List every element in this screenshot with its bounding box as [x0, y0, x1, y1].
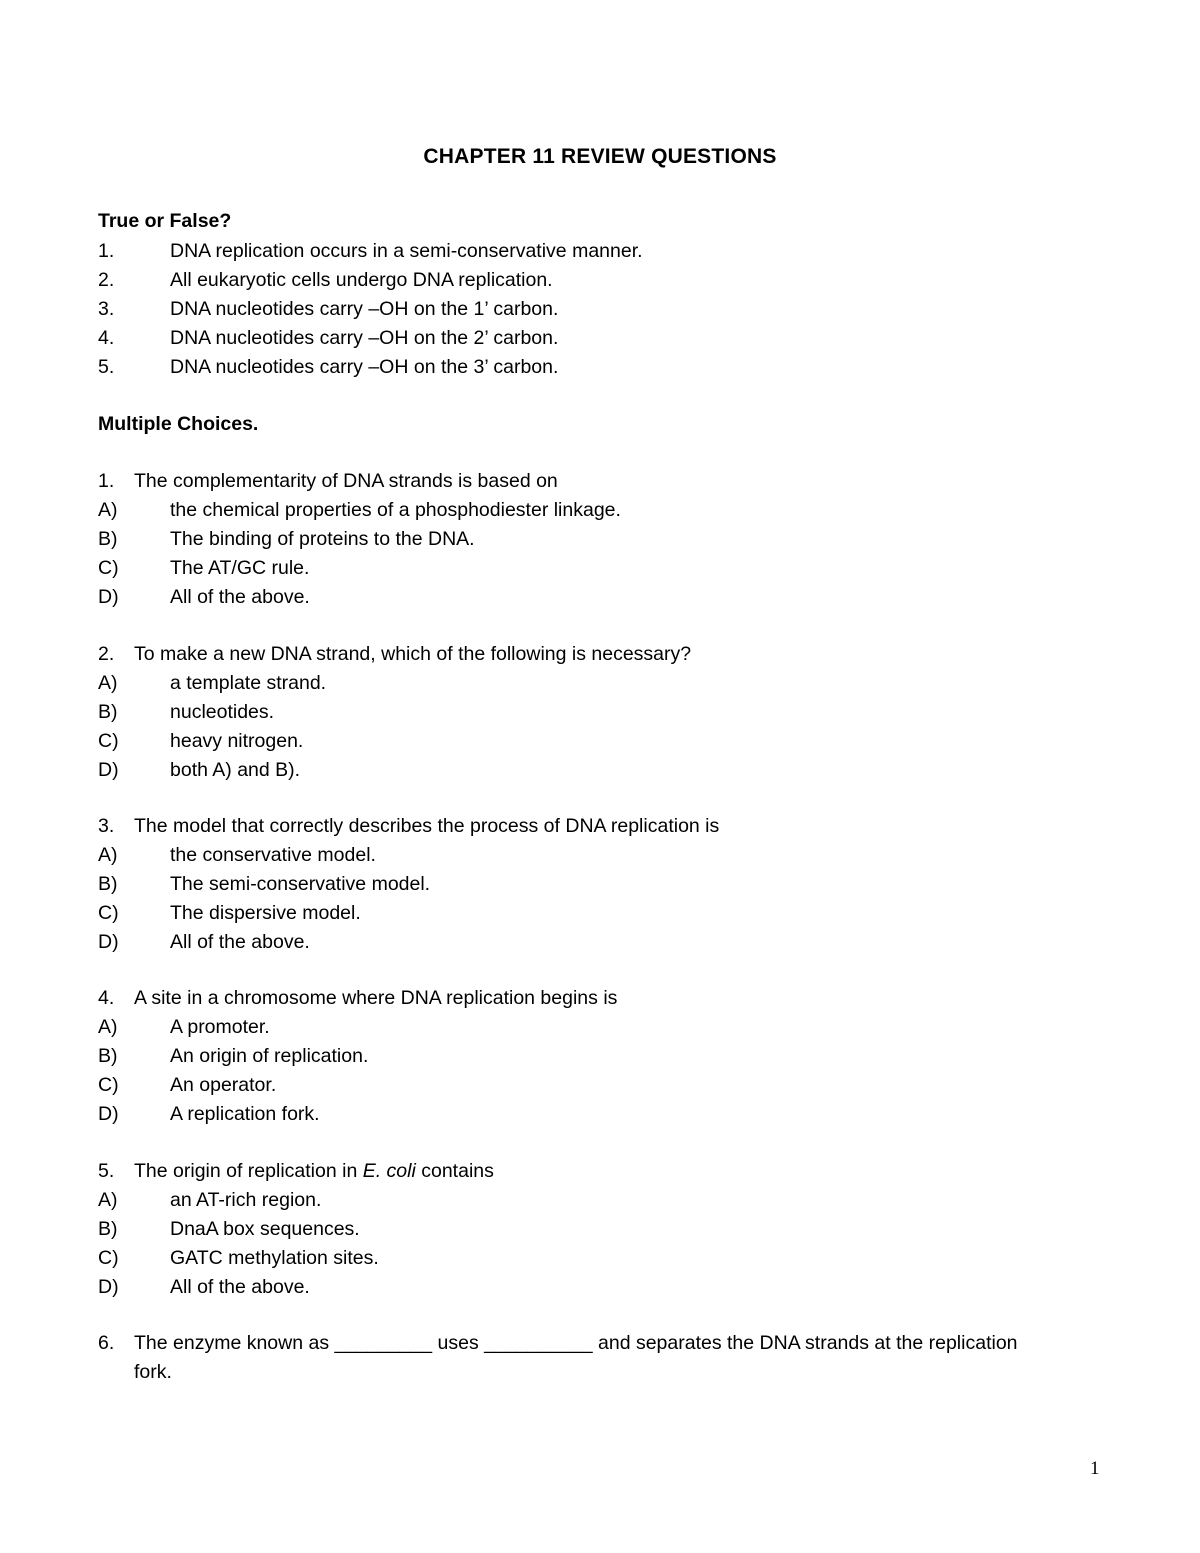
- mc-option: [98, 701, 274, 724]
- mc-option: [98, 1103, 320, 1126]
- mc-option-letter: B): [98, 701, 118, 723]
- mc-option-text: All of the above.: [170, 1276, 310, 1298]
- mc-option: [98, 1189, 321, 1212]
- mc-option-text: The semi-conservative model.: [170, 873, 431, 895]
- mc-question-text: A site in a chromosome where DNA replication begins is: [134, 987, 618, 1009]
- mc-option-letter: D): [98, 1103, 119, 1125]
- mc-option-letter: D): [98, 759, 119, 781]
- mc-option-text: DnaA box sequences.: [170, 1218, 360, 1240]
- mc-option-letter: D): [98, 586, 119, 608]
- mc-option-text: An operator.: [170, 1074, 277, 1096]
- tf-item-text: DNA nucleotides carry –OH on the 2’ carbon.: [170, 327, 559, 349]
- mc-option-text: an AT-rich region.: [170, 1189, 322, 1211]
- mc-option-text: All of the above.: [170, 931, 310, 953]
- mc-question: [98, 470, 558, 493]
- mc-option: [98, 844, 376, 867]
- mc-question-text: To make a new DNA strand, which of the following is necessary?: [134, 643, 692, 665]
- mc-option-text: a template strand.: [170, 672, 327, 694]
- mc-option-text: the chemical properties of a phosphodiester linkage.: [170, 499, 621, 521]
- mc-option-letter: A): [98, 844, 118, 866]
- mc-option: [98, 1074, 276, 1097]
- mc-option-text: GATC methylation sites.: [170, 1247, 379, 1269]
- mc-option-letter: C): [98, 1247, 119, 1269]
- mc-option-letter: A): [98, 1189, 118, 1211]
- tf-item: [98, 269, 553, 292]
- mc-question: [98, 1332, 1018, 1355]
- mc-option: [98, 902, 361, 925]
- mc-option-text: The dispersive model.: [170, 902, 361, 924]
- mc-question-number: 6.: [98, 1332, 115, 1354]
- tf-item: [98, 327, 558, 350]
- mc-question-text-after: contains: [415, 1160, 494, 1182]
- page-number: 1: [1090, 1458, 1100, 1479]
- mc-option-text: A promoter.: [170, 1016, 270, 1038]
- mc-question-number: 3.: [98, 815, 115, 837]
- mc-option-text: heavy nitrogen.: [170, 730, 304, 752]
- tf-item-number: 3.: [98, 298, 115, 320]
- mc-option-letter: A): [98, 1016, 118, 1038]
- mc-option-letter: B): [98, 873, 118, 895]
- mc-question-text-before: The origin of replication in: [134, 1160, 363, 1182]
- mc-question-number: 5.: [98, 1160, 115, 1182]
- mc-option: [98, 931, 310, 954]
- mc-option-letter: B): [98, 528, 118, 550]
- mc-option-text: An origin of replication.: [170, 1045, 369, 1067]
- tf-item-text: All eukaryotic cells undergo DNA replication.: [170, 269, 553, 291]
- mc-question-text: The model that correctly describes the process of DNA replication is: [134, 815, 720, 837]
- mc-question-text: The enzyme known as _________ uses __________ and separates the DNA strands at the replication: [134, 1332, 1018, 1354]
- mc-option-text: The AT/GC rule.: [170, 557, 310, 579]
- mc-option-letter: C): [98, 1074, 119, 1096]
- mc-option-letter: D): [98, 1276, 119, 1298]
- mc-option-letter: B): [98, 1218, 118, 1240]
- tf-item-number: 2.: [98, 269, 115, 291]
- tf-item: [98, 240, 643, 263]
- mc-question-number: 2.: [98, 643, 115, 665]
- mc-option: [98, 873, 430, 896]
- mc-option: [98, 730, 303, 753]
- mc-option-letter: C): [98, 730, 119, 752]
- mc-question: [98, 815, 719, 838]
- mc-question: [98, 987, 617, 1010]
- mc-option-letter: D): [98, 931, 119, 953]
- mc-option: [98, 499, 621, 522]
- tf-item-number: 4.: [98, 327, 115, 349]
- mc-option-letter: B): [98, 1045, 118, 1067]
- mc-option-letter: A): [98, 672, 118, 694]
- mc-question-number: 1.: [98, 470, 115, 492]
- tf-item-text: DNA nucleotides carry –OH on the 3’ carbon.: [170, 356, 559, 378]
- mc-question-text: The complementarity of DNA strands is based on: [134, 470, 558, 492]
- mc-question: [98, 1160, 494, 1183]
- mc-option-text: All of the above.: [170, 586, 310, 608]
- mc-option-text: The binding of proteins to the DNA.: [170, 528, 475, 550]
- mc-option: [98, 1045, 368, 1068]
- tf-item: [98, 298, 558, 321]
- mc-question-continuation: fork.: [134, 1361, 172, 1383]
- mc-option: [98, 557, 309, 580]
- mc-question: [98, 643, 691, 666]
- mc-option-text: A replication fork.: [170, 1103, 320, 1125]
- tf-item-text: DNA replication occurs in a semi-conservative manner.: [170, 240, 643, 262]
- mc-option-letter: C): [98, 557, 119, 579]
- mc-option-text: both A) and B).: [170, 759, 301, 781]
- mc-option: [98, 759, 300, 782]
- mc-option: [98, 1247, 379, 1270]
- mc-option: [98, 586, 310, 609]
- mc-option: [98, 528, 475, 551]
- tf-item-number: 5.: [98, 356, 115, 378]
- tf-item: [98, 356, 558, 379]
- page-title: CHAPTER 11 REVIEW QUESTIONS: [423, 145, 777, 168]
- mc-option: [98, 1218, 360, 1241]
- mc-option-letter: C): [98, 902, 119, 924]
- tf-item-text: DNA nucleotides carry –OH on the 1’ carbon.: [170, 298, 559, 320]
- mc-option-text: nucleotides.: [170, 701, 275, 723]
- mc-question-number: 4.: [98, 987, 115, 1009]
- species-name: E. coli: [362, 1160, 416, 1182]
- mc-option: [98, 672, 326, 695]
- mc-option: [98, 1016, 270, 1039]
- tf-item-number: 1.: [98, 240, 115, 262]
- mc-option-letter: A): [98, 499, 118, 521]
- mc-heading: Multiple Choices.: [98, 413, 259, 435]
- tf-heading: True or False?: [98, 210, 232, 232]
- mc-option: [98, 1276, 310, 1299]
- mc-option-text: the conservative model.: [170, 844, 376, 866]
